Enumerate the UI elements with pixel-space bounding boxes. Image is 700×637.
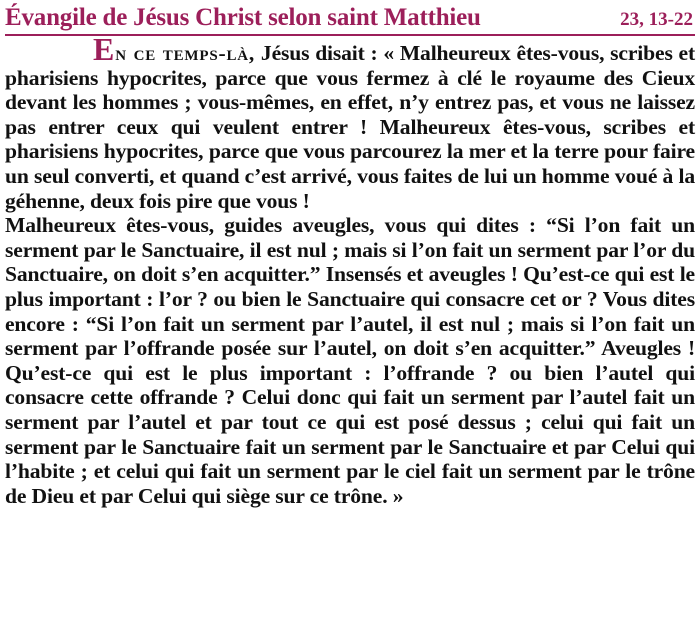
verse-reference: 23, 13-22	[620, 9, 693, 30]
gospel-title: Évangile de Jésus Christ selon saint Matthieu	[5, 4, 481, 31]
paragraph-2: Malheureux êtes-vous, guides aveugles, vous qui dites : “Si l’on fait un serment par le Sanctuaire, il est nul ; mais si l’on fait un serment par l’or du Sanctuaire, on doit s’en acquitter.” Insensés et aveugles ! Qu’est-ce qui est le plus important : l’or ? ou bien le Sanctuaire qui consacre cet or ? Vous dites encore : “Si l’on fait un serment par l’autel, il est nul ; mais si l’on fait un serment par l’offrande posée sur l’autel, on doit s’en acquitter.” Aveugles ! Qu’est-ce qui est le plus important : l’offrande ? ou bien l’autel qui consacre cette offrande ? Celui donc qui fait un serment par l’autel fait un serment par l’autel et par tout ce qui est posé dessus ; celui qui fait un serment par le Sanctuaire fait un serment par le Sanctuaire et par Celui qui l’habite ; et celui qui fait un serment par le ciel fait un serment par le trône de Dieu et par Celui qui siège sur ce trône. »	[5, 213, 695, 508]
paragraph-1-text: Jésus disait : « Malheureux êtes-vous, scribes et pharisiens hypocrites, parce que vous fermez à clé le royaume des Cieux devant les hommes ; vous-mêmes, en effet, n’y entrez pas, et vous ne laissez pas entrer ceux qui veulent entrer ! Malheureux êtes-vous, scribes et pharisiens hypocrites, parce que vous parcourez la mer et la terre pour faire un seul converti, et quand c’est arrivé, vous faites de lui un homme voué à la géhenne, deux fois pire que vous !	[5, 41, 695, 213]
paragraph-1	[5, 31, 695, 213]
opening-smallcaps: n ce temps-là,	[115, 41, 256, 65]
gospel-text	[5, 31, 695, 508]
drop-cap: E	[93, 31, 115, 67]
